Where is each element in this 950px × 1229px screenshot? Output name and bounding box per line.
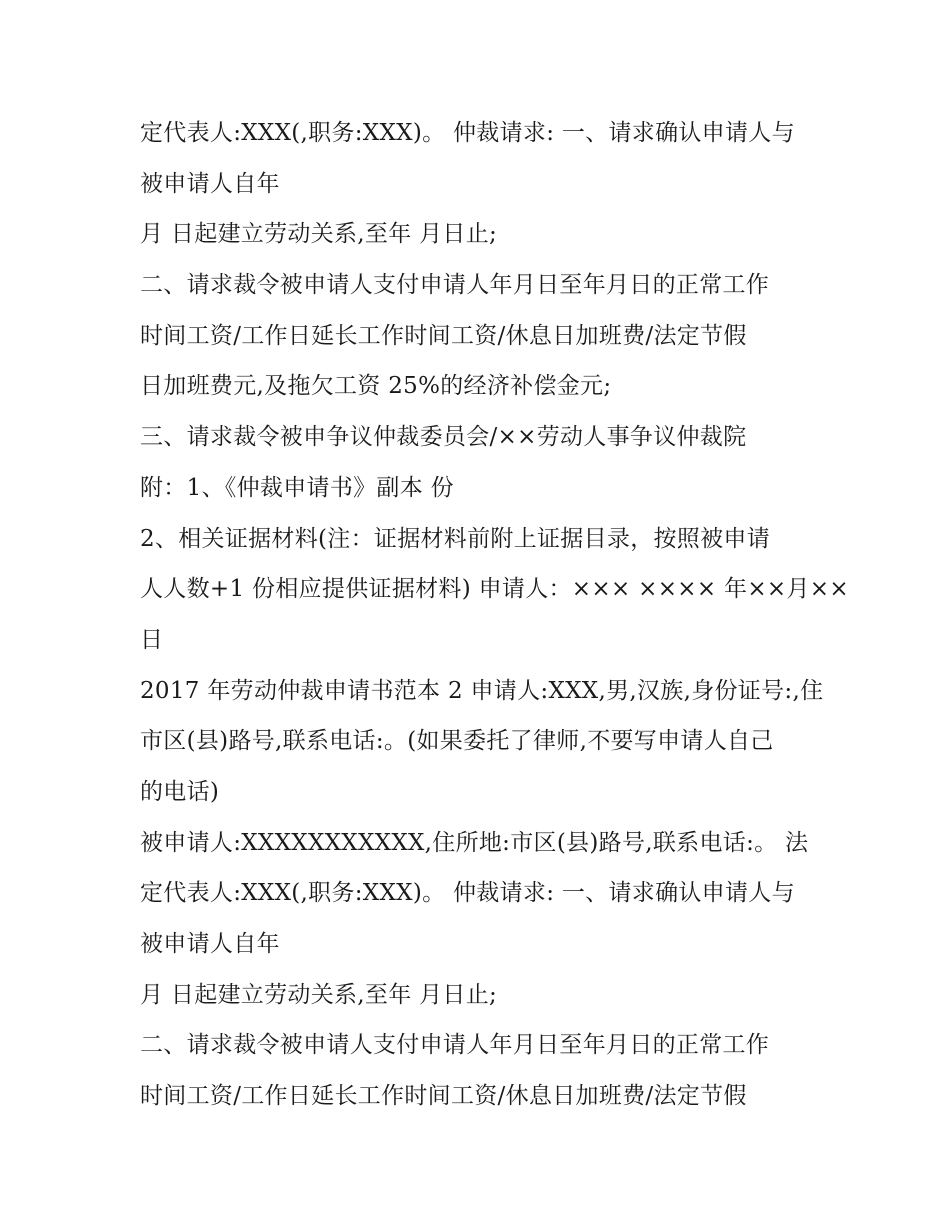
text-line: 人人数+1 份相应提供证据材料) 申请人：××× ×××× 年××月×× — [140, 576, 849, 603]
text-line: 日加班费元,及拖欠工资 25%的经济补偿金元; — [140, 373, 612, 400]
text-line: 二、请求裁令被申请人支付申请人年月日至年月日的正常工作 — [140, 1032, 770, 1059]
text-line: 时间工资/工作日延长工作时间工资/休息日加班费/法定节假 — [140, 1083, 747, 1110]
text-line: 被申请人自年 — [140, 170, 280, 197]
text-line: 日 — [140, 626, 164, 653]
text-line: 2、相关证据材料(注：证据材料前附上证据目录，按照被申请 — [140, 525, 771, 552]
text-line: 二、请求裁令被申请人支付申请人年月日至年月日的正常工作 — [140, 272, 770, 299]
text-line: 附：1、《仲裁申请书》副本 份 — [140, 474, 454, 501]
text-line: 三、请求裁令被申争议仲裁委员会/××劳动人事争议仲裁院 — [140, 424, 747, 451]
text-line: 被申请人自年 — [140, 931, 280, 957]
text-line: 定代表人:XXX(,职务:XXX)。 仲裁请求: 一、请求确认申请人与 — [140, 120, 795, 146]
text-line: 市区(县)路号,联系电话:。(如果委托了律师,不要写申请人自己 — [140, 728, 774, 755]
text-line: 2017 年劳动仲裁申请书范本 2 申请人:XXX,男,汉族,身份证号:,住 — [140, 677, 824, 704]
text-line: 定代表人:XXX(,职务:XXX)。 仲裁请求: 一、请求确认申请人与 — [140, 880, 795, 907]
text-line: 月 日起建立劳动关系,至年 月日止; — [140, 981, 498, 1008]
text-line: 时间工资/工作日延长工作时间工资/休息日加班费/法定节假 — [140, 322, 747, 349]
document-body — [140, 108, 849, 1122]
text-line: 的电话) — [140, 778, 220, 805]
text-line: 被申请人:XXXXXXXXXXX,住所地:市区(县)路号,联系电话:。 法 — [140, 829, 809, 856]
text-line: 月 日起建立劳动关系,至年 月日止; — [140, 221, 498, 248]
